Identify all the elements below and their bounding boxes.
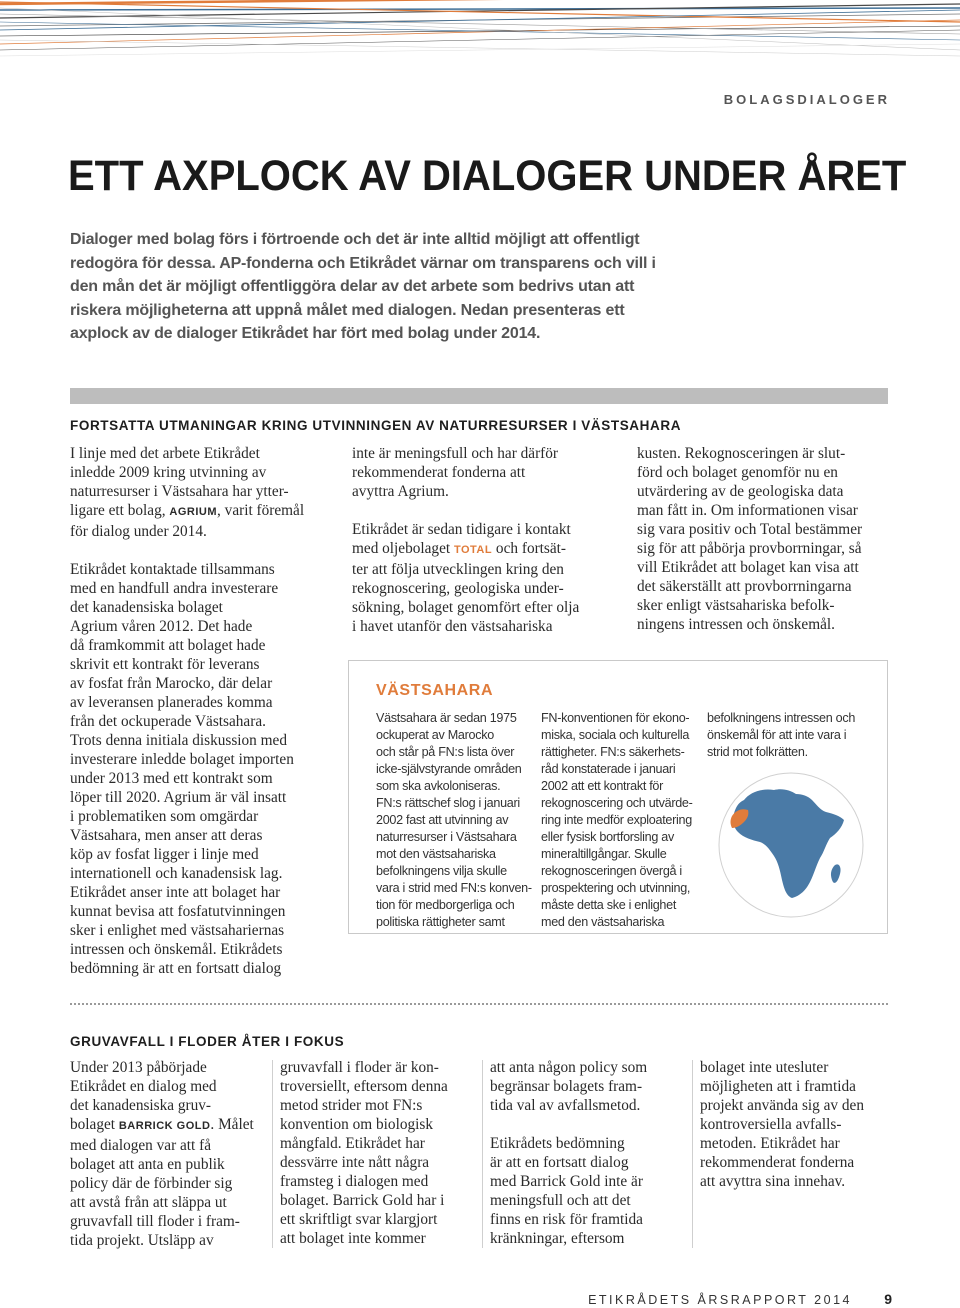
paragraph: Under 2013 påbörjade Etikrådet en dialog med det kanadensiska gruv- bolaget BARRICK GOLD. Målet med dialogen var att få bolaget att anta en publik policy där de förbinder sig att avstå från att släppa ut gruvavfall till floder i fram- tida projekt. Utsläpp av — [70, 1059, 254, 1249]
intro-paragraph: Dialoger med bolag förs i förtroende och det är inte alltid möjligt att offentligt redogöra för dessa. AP-fonderna och Etikrådet värnar om transparens och vill i den mån det är möjligt offentliggöra delar av det arbete som bedrivs utan att riskera möjligheterna att uppnå målet med dialogen. Nedan presenteras ett axplock av de dialoger Etikrådet har fört med bolag under 2014. — [70, 231, 656, 342]
article2-column-3 — [490, 1058, 685, 1248]
paragraph: I linje med det arbete Etikrådet inledde 2009 kring utvinning av naturresurser i Västsahara har ytter- ligare ett bolag, AGRIUM, varit föremål för dialog under 2014. — [70, 445, 305, 540]
info-box-title: VÄSTSAHARA — [376, 682, 494, 699]
article2-column-1 — [70, 1058, 270, 1250]
paragraph: gruvavfall i floder är kon- troversiellt, eftersom denna metod strider mot FN:s konvention om biologisk mångfald. Etikrådet har dessvärre inte nått några framsteg i dialogen med bolaget. Barrick Gold har i ett skriftligt svar klargjort att bolaget inte kommer — [280, 1059, 448, 1247]
paragraph: Etikrådet kontaktade tillsammans med en handfull andra investerare det kanadensiska bolaget Agrium våren 2012. Det hade då framkommit att bolaget hade skrivit ett kontrakt för leverans av fosfat från Marocko, där delar av leveransen planerades komma från det ockuperade Västsahara. Trots denna initiala diskussion med investerare inledde bolaget importen under 2013 med ett kontrakt som löper till 2020. Agrium är väl insatt i problematiken som omgärdar Västsahara, men anser att deras köp av fosfat ligger i linje med internationell och kanadensisk lag. Etikrådet anser inte att bolaget har kunnat bevisa att fosfatutvinningen sker i enlighet med västsahariernas intressen och önskemål. Etikrådets bedömning är att en fortsatt dialog — [70, 561, 294, 977]
section-label: BOLAGSDIALOGER — [723, 92, 890, 107]
footer-publication: ETIKRÅDETS ÅRSRAPPORT 2014 — [588, 1293, 852, 1307]
article-column-1 — [70, 444, 325, 978]
article-column-3 — [637, 444, 897, 634]
info-box-column-1: Västsahara är sedan 1975 ockuperat av Marocko och står på FN:s lista över icke-självstyrande områden som ska avkoloniseras. FN:s rättschef slog i januari 2002 fast att utvinning av naturresurser i Västsahara mot den västsahariska befolkningens vilja skulle vara i strid med FN:s konven- tion för medborgerliga och politiska rättigheter samt — [376, 711, 532, 929]
paragraph: Etikrådet är sedan tidigare i kontakt med oljebolaget TOTAL och fortsät- ter att följa utvecklingen kring den rekognoscering, geologiska under- sökning, bolaget genomfört efter olja i havet utanför den västsahariska — [352, 521, 580, 635]
section-heading-vastsahara: FORTSATTA UTMANINGAR KRING UTVINNINGEN AV NATURRESURSER I VÄSTSAHARA — [70, 418, 682, 433]
section-heading-gruvavfall: GRUVAVFALL I FLODER ÅTER I FOKUS — [70, 1034, 345, 1049]
header-decoration — [0, 0, 960, 62]
column-divider — [482, 1060, 483, 1248]
info-box-column-3: befolkningens intressen och önskemål för att inte vara i strid mot folkrätten. — [707, 711, 856, 759]
paragraph: bolaget inte utesluter möjligheten att i framtida projekt använda sig av den kontroversiella avfalls- metoden. Etikrådet har rekommenderat fonderna att avyttra sina innehav. — [700, 1059, 864, 1190]
article2-column-2 — [280, 1058, 475, 1248]
page-number: 9 — [884, 1291, 892, 1307]
column-divider — [272, 1060, 273, 1248]
article-column-2 — [352, 444, 617, 636]
page-title: ETT AXPLOCK AV DIALOGER UNDER ÅRET — [68, 152, 907, 200]
paragraph: Etikrådets bedömning är att en fortsatt dialog med Barrick Gold inte är meningsfull och att det finns en risk för framtida kränkningar, eftersom — [490, 1135, 643, 1247]
paragraph: att anta någon policy som begränsar bolagets fram- tida val av avfallsmetod. — [490, 1059, 648, 1114]
info-box-column-2: FN-konventionen för ekono- miska, sociala och kulturella rättigheter. FN:s säkerhets- råd konstaterade i januari 2002 att ett kontrakt för rekognoscering och utvärde- ring inte medför exploatering eller fysisk bortforsling av mineraltillgångar. Skulle rekognosceringen övergå i prospektering och utvinning, måste detta ske i enlighet med den västsahariska — [541, 711, 693, 929]
section-divider-bar — [70, 388, 888, 404]
africa-map-icon — [716, 770, 866, 920]
dotted-separator — [70, 1003, 888, 1005]
paragraph: kusten. Rekognosceringen är slut- förd och bolaget genomför nu en utvärdering av de geologiska data man fått in. Om informationen visar sig vara positiv och Total bestämmer sig för att påbörja provborrningar, så vill Etikrådet att bolaget kan visa att det säkerställt att provborrningarna sker enligt västsahariska befolk- ningens intressen och önskemål. — [637, 445, 863, 633]
company-name-total: TOTAL — [453, 544, 493, 556]
article2-column-4 — [700, 1058, 895, 1191]
company-name-agrium: AGRIUM — [169, 506, 218, 518]
company-name-barrick-gold: BARRICK GOLD — [118, 1120, 211, 1132]
paragraph: inte är meningsfull och har därför rekommenderat fonderna att avyttra Agrium. — [352, 445, 559, 500]
column-divider — [692, 1060, 693, 1248]
